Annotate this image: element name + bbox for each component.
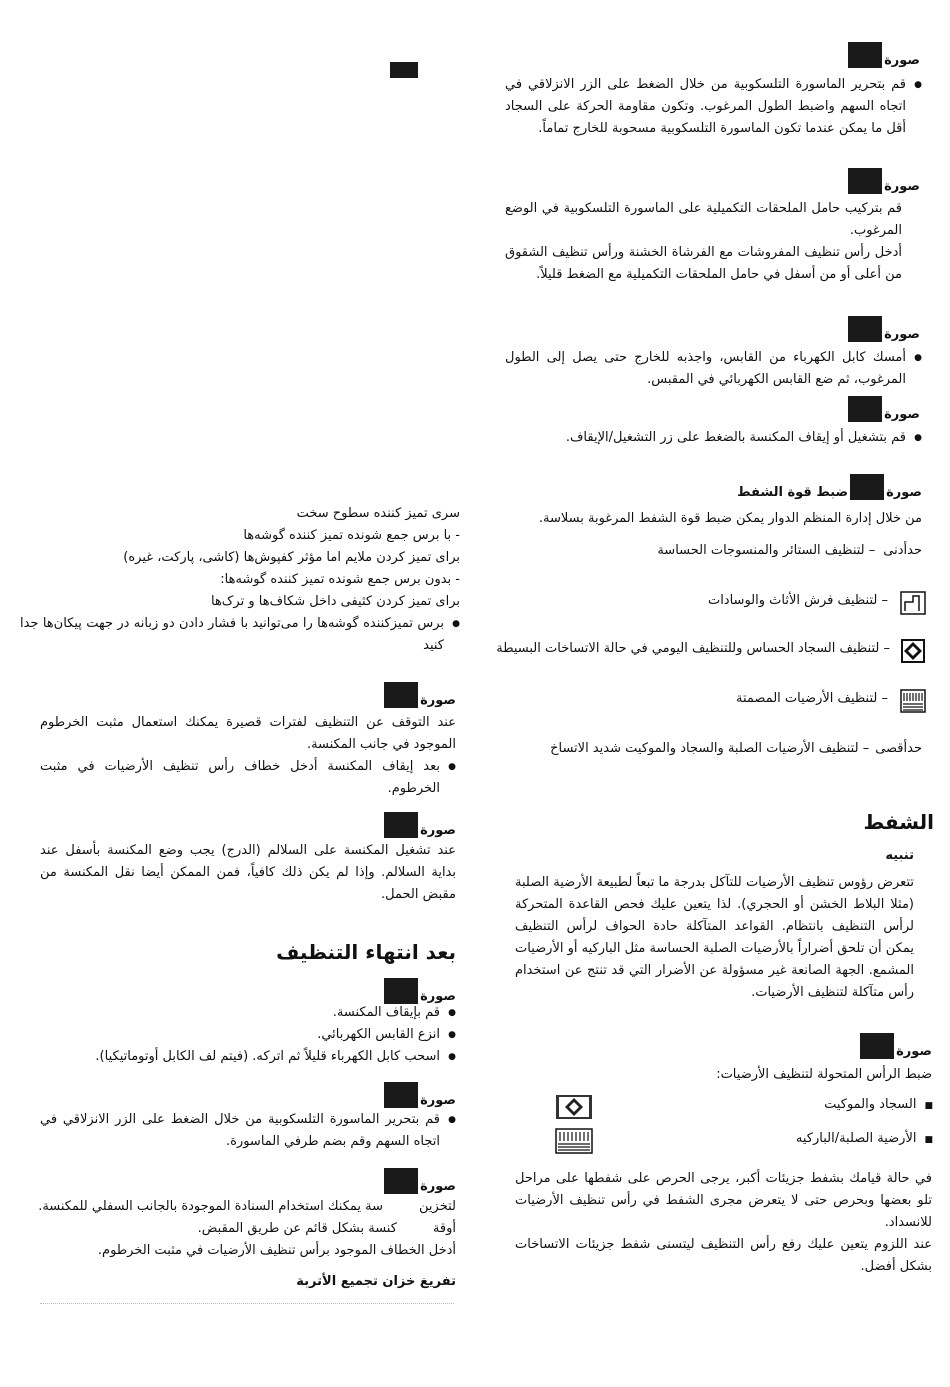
max-label: حدأقصى <box>875 741 922 756</box>
figure-label-text: صورة <box>886 485 922 500</box>
paragraph: قم بتركيب حامل الملحقات التكميلية على الماسورة التلسكوبية في الوضع المرغوب. <box>505 201 902 238</box>
section-power-cable <box>505 347 922 391</box>
paragraph: من خلال إدارة المنظم الدوار يمكن ضبط قوة الشفط المرغوبة بسلاسة. <box>538 511 922 526</box>
figure-placeholder <box>384 1168 418 1194</box>
after-steps <box>20 1002 456 1068</box>
stairs-section <box>40 840 456 906</box>
square-bullet: ■ <box>924 1101 933 1111</box>
paragraph: عند التوقف عن التنظيف لفترات قصيرة يمكنك استعمال مثبت الخرطوم الموجود في جانب المكنسة. <box>40 715 456 752</box>
paragraph: في حالة قيامك بشفط جزيئات أكبر، يرجى الحرص على شفطها على مراحل تلو بعضها وبحرص حتى لا يتعرض مجرى الشفط في رأس تنظيف الأرضيات للانسداد. <box>515 1171 932 1230</box>
figure-label <box>820 1033 932 1059</box>
floor-head-intro <box>560 1064 932 1086</box>
square-bullet: ■ <box>924 1135 933 1145</box>
figure-placeholder <box>848 42 882 68</box>
figure-label <box>820 168 920 194</box>
paragraph: عند اللزوم يتعين عليك رفع رأس التنظيف ليتسنى شفط جزيئات الاتساخات بشكل أفضل. <box>515 1237 932 1274</box>
dust-container-heading: تفريغ خزان تجميع الأتربة <box>296 1274 456 1289</box>
caution-title: تنبيه <box>885 848 914 863</box>
figure-placeholder <box>390 62 418 78</box>
figure-label <box>340 812 456 838</box>
figure-placeholder <box>384 812 418 838</box>
figure-placeholder <box>850 474 884 500</box>
figure-label-text: صورة <box>420 1179 456 1194</box>
suction-heading <box>700 474 922 500</box>
section-accessory-holder <box>505 198 902 286</box>
paragraph: تتعرض رؤوس تنظيف الأرضيات للتآكل بدرجة ما تبعاً لطبيعة الأرضية الصلبة (مثلا البلاط الخشن أو الحجري). لذا يتعين عليك فحص القاعدة المتحركة لرأس التنظيف بانتظام. القواعد المتآكلة حادة الحواف لرأس التنظيف يمكن أن تلحق أضراراً بالأرضيات الصلبة الحساسة مثل الباركيه أو الأرضيات المشمع. الجهة الصانعة غير مسؤولة عن الأضرار التي قد تنتج عن استخدام رأس متآكلة لتنظيف الأرضيات. <box>515 875 914 1000</box>
text-line: أدخل الخطاف الموجود برأس تنظيف الأرضيات في مثبت الخرطوم. <box>97 1243 456 1258</box>
figure-label-text: صورة <box>884 327 920 342</box>
text-line: - با برس جمع شونده تمیز کننده گوشه‌ها <box>243 528 460 543</box>
figure-label-text: صورة <box>420 1093 456 1108</box>
list-item: ● قم بتحرير الماسورة التلسكوبية من خلال الضغط على الزر الانزلاقي في اتجاه السهم واضبط الطول المرغوب. وتكون مقاومة الحركة على السجاد أقل ما يمكن عندما تكون الماسورة التلسكوبية مسحوبة للخارج تماماً. <box>505 74 922 140</box>
list-item: ● بعد إيقاف المكنسة أدخل خطاف رأس تنظيف الأرضيات في مثبت الخرطوم. <box>40 756 456 800</box>
figure-label <box>340 978 456 1004</box>
suction-min-row <box>560 540 922 562</box>
cut-off-line <box>40 1303 454 1307</box>
suction-intro <box>480 508 922 530</box>
list-item: ● قم بتحرير الماسورة التلسكوبية من خلال الضغط على الزر الانزلاقي في اتجاه السهم وقم بضم طرفي الماسورة. <box>40 1109 456 1153</box>
figure-label <box>820 316 920 342</box>
floor-option-carpet <box>555 1094 933 1120</box>
figure-label <box>340 1082 456 1108</box>
carpet-icon <box>555 1094 593 1120</box>
section-on-off <box>505 427 922 449</box>
max-text: – لتنظيف الأرضيات الصلبة والسجاد والموكيت شديد الاتساخ <box>550 741 870 756</box>
paragraph: عند تشغيل المكنسة على السلالم (الدرج) يجب وضع المكنسة بأسفل عند بداية السلالم. وإذا لم يكن ذلك كافياً، فمن الممكن أيضا نقل المكنسة من مقبض الحمل. <box>40 843 456 902</box>
vacuum-heading: الشفط <box>863 810 934 834</box>
figure-label-text: صورة <box>420 823 456 838</box>
upholstery-icon <box>900 590 926 616</box>
figure-label <box>340 682 456 708</box>
figure-label <box>340 1168 456 1194</box>
text-line: سری تمیز کننده سطوح سخت <box>296 506 460 521</box>
figure-label-text: صورة <box>420 693 456 708</box>
option-label: الأرضية الصلبة/الباركيه <box>795 1131 917 1146</box>
text-fragment: أوقة <box>432 1221 456 1236</box>
figure-label <box>820 396 920 422</box>
hard-floor-icon <box>900 688 926 714</box>
storage-section <box>20 1196 456 1262</box>
figure-label-text: صورة <box>896 1044 932 1059</box>
text-line: - بدون برس جمع شونده تمیز کننده گوشه‌ها: <box>220 572 460 587</box>
figure-placeholder <box>384 682 418 708</box>
list-item: ● برس تمیزکننده گوشه‌ها را می‌توانید با فشار دادن دو زبانه در جهت پیکان‌ها جدا کنید <box>20 613 460 657</box>
carpet-icon <box>900 638 926 664</box>
level-text: – لتنظيف الأرضيات المصمتة <box>736 691 888 706</box>
text-line <box>20 1196 456 1218</box>
text-line: برای تمیز کردن کثیفی داخل شکاف‌ها و ترک‌ها <box>210 594 460 609</box>
figure-placeholder <box>384 978 418 1004</box>
level-text: – لتنظيف فرش الأثاث والوسادات <box>707 593 888 608</box>
figure-placeholder <box>384 1082 418 1108</box>
suction-level-3 <box>660 688 926 714</box>
text-line: برای تمیز کردن ملایم اما مؤثر کفپوش‌ها (کاشی، پارکت، غیره) <box>123 550 460 565</box>
hard-floor-icon <box>555 1128 593 1154</box>
option-label: السجاد والموكيت <box>824 1097 917 1112</box>
vacuum-notes <box>515 1168 932 1278</box>
option-text <box>824 1094 933 1117</box>
paragraph: أدخل رأس تنظيف المفروشات مع الفرشاة الخشنة ورأس تنظيف الشقوق من أعلى أو من أسفل في حامل الملحقات التكميلية مع الضغط قليلاً. <box>505 245 902 282</box>
farsi-section <box>20 503 460 657</box>
suction-title: ضبط قوة الشفط <box>737 485 849 500</box>
figure-placeholder <box>848 168 882 194</box>
option-text <box>796 1128 933 1151</box>
paragraph: ضبط الرأس المتحولة لتنظيف الأرضيات: <box>716 1067 932 1082</box>
caution-text <box>515 872 914 1004</box>
text-fragment: لتخزين <box>419 1199 456 1214</box>
list-item: ● اسحب كابل الكهرباء قليلاً ثم اتركه. (فيتم لف الكابل أوتوماتيكيا). <box>20 1046 456 1068</box>
list-item: ● أمسك كابل الكهرباء من القابس، واجذبه للخارج حتى يصل إلى الطول المرغوب، ثم ضع القابس الكهربائي في المقبس. <box>505 347 922 391</box>
figure-placeholder <box>848 316 882 342</box>
suction-level-1 <box>600 590 926 616</box>
suction-max-row <box>485 738 922 760</box>
figure-label-text: صورة <box>884 53 920 68</box>
figure-label-text: صورة <box>884 179 920 194</box>
after-cleaning-heading: بعد انتهاء التنظيف <box>276 940 456 964</box>
min-text: – لتنظيف الستائر والمنسوجات الحساسة <box>657 543 876 558</box>
text-line <box>20 1218 456 1240</box>
figure-label <box>820 42 920 68</box>
list-item: ● انزع القابس الكهربائي. <box>20 1024 456 1046</box>
figure-label-text: صورة <box>420 989 456 1004</box>
level-text: – لتنظيف السجاد الحساس وللتنظيف اليومي في حالة الاتساخات البسيطة <box>496 641 890 656</box>
text-fragment: كنسة بشكل قائم عن طريق المقبض. <box>197 1221 397 1236</box>
list-item: ● قم بتشغيل أو إيقاف المكنسة بالضغط على زر التشغيل/الإيقاف. <box>505 427 922 449</box>
list-item: ● قم بإيقاف المكنسة. <box>20 1002 456 1024</box>
figure-placeholder <box>860 1033 894 1059</box>
figure-placeholder <box>848 396 882 422</box>
suction-level-2 <box>485 638 926 664</box>
pause-section <box>40 712 456 800</box>
min-label: حدأدنى <box>883 543 922 558</box>
text-fragment: سة يمكنك استخدام السنادة الموجودة بالجانب السفلي للمكنسة. <box>38 1199 384 1214</box>
figure-label-text: صورة <box>884 407 920 422</box>
telescopic-release <box>40 1109 456 1153</box>
floor-option-hard <box>555 1128 933 1154</box>
section-telescopic-tube <box>505 74 922 140</box>
